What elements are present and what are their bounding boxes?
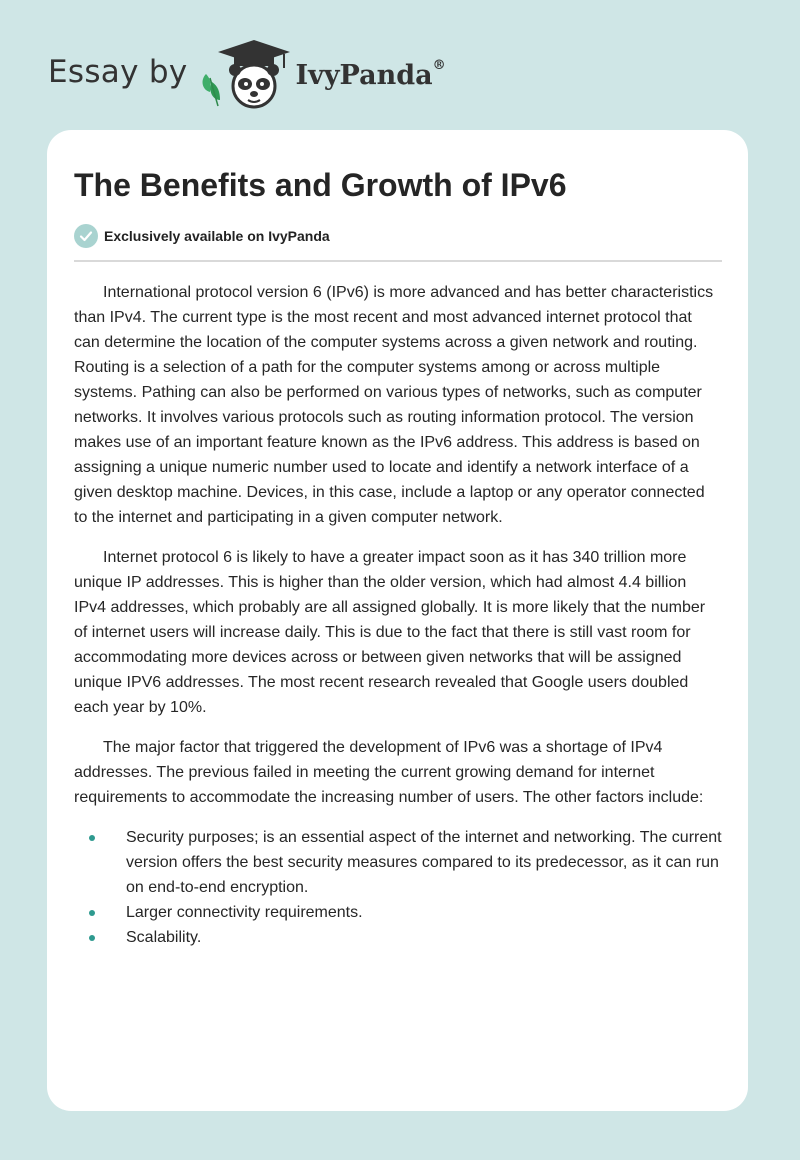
page-title: The Benefits and Growth of IPv6 bbox=[74, 167, 567, 203]
paragraph: The major factor that triggered the development of IPv6 was a shortage of IPv4 addresses. The previous failed in meeting the current growing demand for internet requirements to accommodate the increasing number of users. The other factors include: bbox=[74, 739, 704, 806]
bullet-dot-icon bbox=[89, 935, 95, 941]
exclusive-label: Exclusively available on IvyPanda bbox=[104, 228, 330, 244]
check-icon bbox=[74, 224, 98, 248]
divider bbox=[74, 260, 722, 262]
exclusive-badge bbox=[74, 222, 722, 250]
bullet-dot-icon bbox=[89, 835, 95, 841]
essay-card bbox=[47, 130, 748, 1111]
bullet-dot-icon bbox=[89, 910, 95, 916]
registered-mark: ® bbox=[432, 57, 446, 73]
list-item: Security purposes; is an essential aspect of the internet and networking. The current version offers the best security measures compared to its predecessor, as it can run on end-to-end encryption. bbox=[126, 825, 722, 900]
paragraph: International protocol version 6 (IPv6) is more advanced and has better characteristics than IPv4. The current type is the most recent and most advanced internet protocol that can determine the location of the computer systems across a given network and routing. Routing is a selection of a path for the computer systems among or across multiple systems. Pathing can also be performed on various types of networks, such as computer networks. It involves various protocols such as routing information protocol. The version makes use of an important feature known as the IPv6 address. This address is based on assigning a unique numeric number used to locate and identify a network interface of a given desktop machine. Devices, in this case, include a laptop or any operator connected to the internet and participating in a given computer network. bbox=[74, 284, 714, 526]
brand-name[interactable]: IvyPanda® bbox=[295, 57, 446, 91]
essay-by-label: Essay by bbox=[48, 54, 188, 90]
factors-list bbox=[74, 825, 722, 950]
list-item: Scalability. bbox=[126, 925, 722, 950]
list-item: Larger connectivity requirements. bbox=[126, 900, 722, 925]
site-header bbox=[48, 34, 446, 110]
essay-body bbox=[74, 280, 722, 810]
panda-graduation-logo-icon[interactable] bbox=[198, 34, 294, 110]
paragraph: Internet protocol 6 is likely to have a greater impact soon as it has 340 trillion more unique IP addresses. This is higher than the older version, which had almost 4.4 billion IPv4 addresses, which probably are all assigned globally. It is more likely that the number of internet users will increase daily. This is due to the fact that there is still vast room for accommodating more devices across or between given networks that will be assigned unique IPV6 addresses. The most recent research revealed that Google users doubled each year by 10%. bbox=[74, 549, 706, 716]
ivy-leaf-icon bbox=[202, 74, 219, 106]
